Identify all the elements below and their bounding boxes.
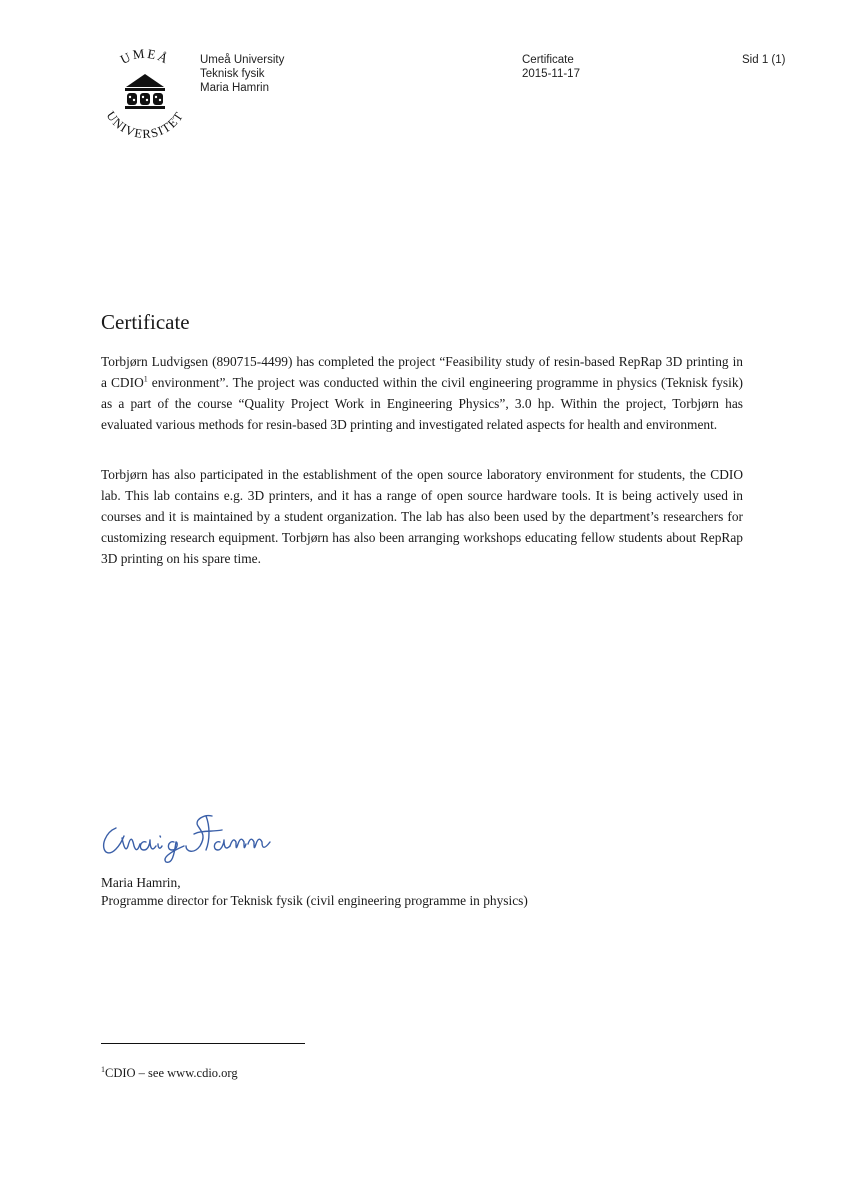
footnote-marker: 1 [101,1064,105,1074]
paragraph-1-text-start: Torbjørn Ludvigsen (890715-4499) has completed the project “Feasibility study of resin-based RepRap 3D printing in a CDIO [101,354,743,390]
signer-block [101,874,528,909]
body-paragraph-1 [101,352,743,436]
header-sender [200,53,284,95]
signature-icon [94,806,284,868]
body-paragraph-2: Torbjørn has also participated in the establishment of the open source laboratory environment for students, the CDIO lab. This lab contains e.g. 3D printers, and it has a range of open source hardware tools. It is being actively used in courses and it is maintained by a student organization. The lab has also been used by the department’s researchers for customizing research equipment. Torbjørn has also been arranging workshops educating fellow students about RepRap 3D printing on his spare time. [101,467,743,566]
sender-name: Maria Hamrin [200,82,270,94]
footnote-separator [101,1043,305,1044]
document-date: 2015-11-17 [522,68,580,80]
header-document-info [522,53,580,81]
header-page-number [742,53,785,67]
logo-bottom-text: UNIVERSITET [103,108,187,142]
university-seal-icon [92,44,198,150]
paragraph-1-text-end: environment”. The project was conducted within the civil engineering programme in physics (Teknisk fysik) as a part of the course “Quality Project Work in Engineering Physics”, 3.0 hp. Within the project, Torbjørn has evaluated various methods for resin-based 3D printing and investigated related aspects for health and environment. [101,374,743,432]
signer-role: Programme director for Teknisk fysik (civil engineering programme in physics) [101,892,528,908]
footnote-text: CDIO – see www.cdio.org [105,1066,238,1080]
footnote [101,1066,238,1081]
document-type: Certificate [522,54,574,66]
handwritten-signature [94,806,284,868]
document-title: Certificate [101,310,190,334]
logo-top-text: UMEÅ [117,45,173,68]
umea-university-logo [92,44,198,150]
signer-name: Maria Hamrin, [101,875,181,890]
sender-department: Teknisk fysik [200,68,265,80]
sender-university: Umeå University [200,54,285,66]
page-number: Sid 1 (1) [742,54,786,66]
footnote-reference: 1 [143,374,148,384]
